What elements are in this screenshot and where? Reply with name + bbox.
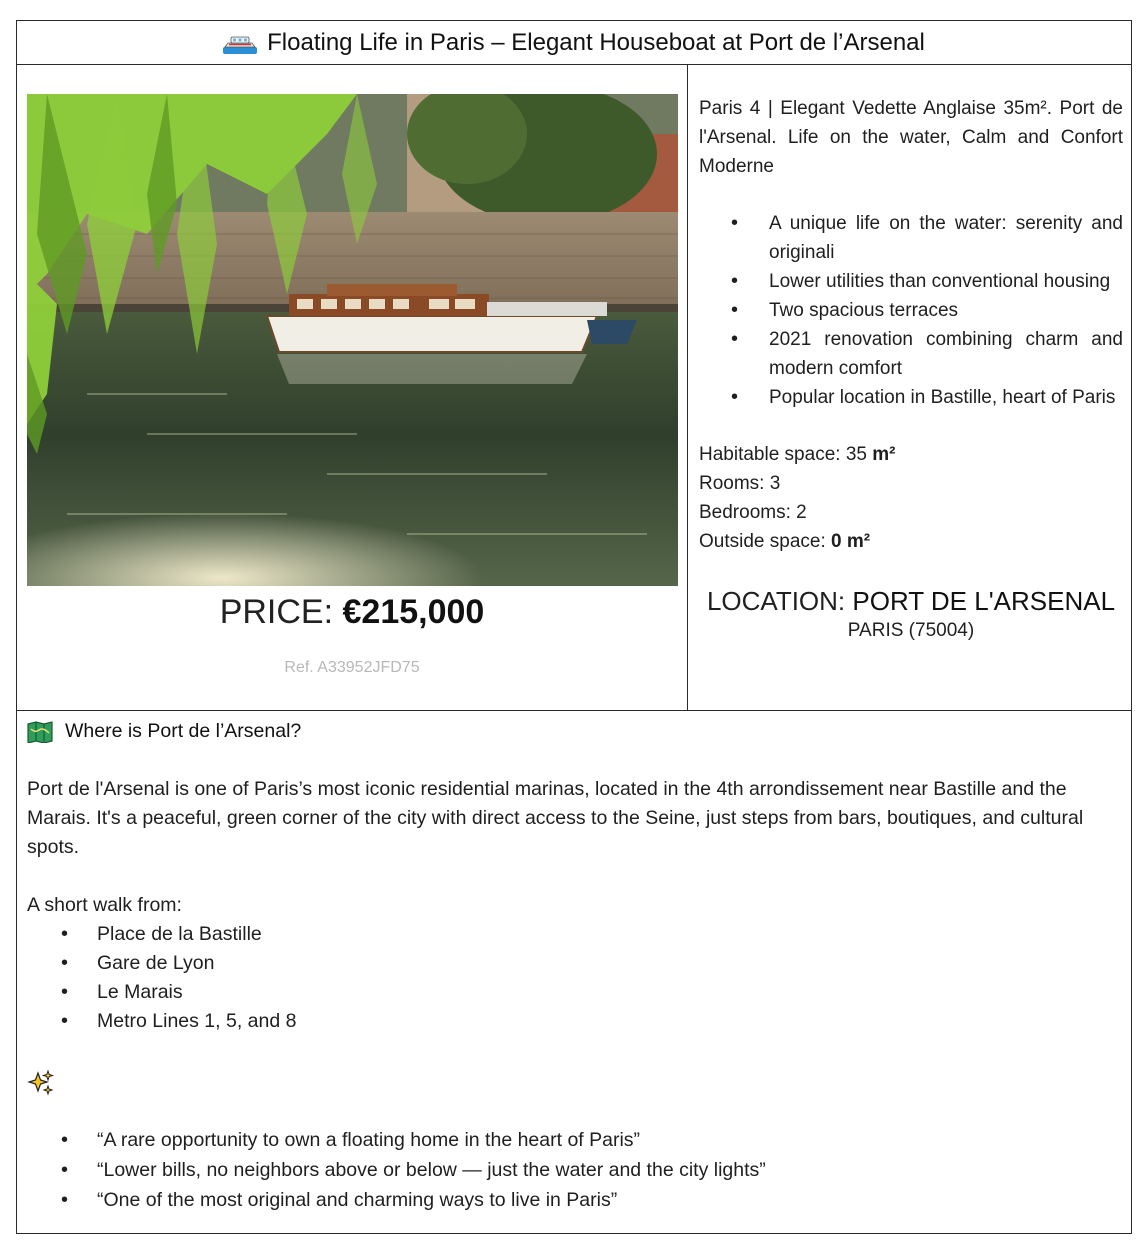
nearby-item: • Le Marais [97, 978, 1131, 1007]
feature-item: • Popular location in Bastille, heart of Paris [769, 383, 1123, 412]
feature-item: • 2021 renovation combining charm and modern comfort [769, 325, 1123, 383]
price-value: €215,000 [342, 593, 485, 631]
outside-space [699, 527, 1123, 556]
location-line [699, 584, 1123, 618]
quote-item: • “A rare opportunity to own a floating home in the heart of Paris” [97, 1125, 1131, 1155]
outside-space-value: 0 m² [831, 531, 871, 552]
location-city: PARIS (75004) [847, 620, 975, 641]
neighborhood-description: Port de l'Arsenal is one of Paris’s most iconic residential marinas, located in the 4th arrondissement near Bastille and the Marais. It's a peaceful, green corner of the city with direct access to the Seine, just steps from bars, boutiques, and cultural spots. [27, 778, 1084, 858]
houseboat-icon [223, 32, 257, 54]
neighborhood-heading [27, 717, 1131, 746]
nearby-list [27, 920, 1131, 1036]
outside-space-label: Outside space: [699, 531, 832, 552]
details-column [699, 94, 1123, 644]
houseboat-photo [27, 94, 678, 586]
neighborhood-section [17, 711, 1131, 1233]
listing-sheet [16, 20, 1132, 1234]
reference-number: Ref. A33952JFD75 [284, 659, 420, 676]
price-label: PRICE: [219, 593, 343, 631]
price-line [17, 593, 687, 632]
specs-list [699, 440, 1123, 556]
neighborhood-title: Where is Port de l’Arsenal? [65, 720, 302, 742]
nearby-item: • Place de la Bastille [97, 920, 1131, 949]
quote-list [27, 1125, 1131, 1215]
listing-intro: Paris 4 | Elegant Vedette Anglaise 35m². Port de l'Arsenal. Life on the water, Calm and Confort Moderne [699, 98, 1123, 177]
bedrooms: Bedrooms: 2 [699, 502, 807, 523]
feature-item: • Lower utilities than conventional housing [769, 267, 1123, 296]
page-title: Floating Life in Paris – Elegant Houseboat at Port de l’Arsenal [267, 28, 925, 56]
quote-item: • “Lower bills, no neighbors above or below — just the water and the city lights” [97, 1155, 1131, 1185]
sparkles-icon [27, 1069, 1131, 1097]
nearby-item: • Metro Lines 1, 5, and 8 [97, 1007, 1131, 1036]
listing-section [17, 65, 1131, 711]
feature-item: • A unique life on the water: serenity and originali [769, 209, 1123, 267]
photo-price-column [17, 65, 688, 710]
quote-item: • “One of the most original and charming ways to live in Paris” [97, 1185, 1131, 1215]
feature-list [699, 209, 1123, 412]
habitable-space [699, 440, 1123, 469]
nearby-item: • Gare de Lyon [97, 949, 1131, 978]
location-value: PORT DE L'ARSENAL [852, 586, 1116, 616]
feature-item: • Two spacious terraces [769, 296, 1123, 325]
title-bar [17, 21, 1131, 65]
habitable-space-label: Habitable space: 35 [699, 444, 873, 465]
walk-title: A short walk from: [27, 894, 182, 916]
location-label: LOCATION: [706, 586, 853, 616]
map-icon [27, 721, 53, 743]
habitable-space-unit: m² [872, 444, 896, 465]
rooms: Rooms: 3 [699, 473, 781, 494]
